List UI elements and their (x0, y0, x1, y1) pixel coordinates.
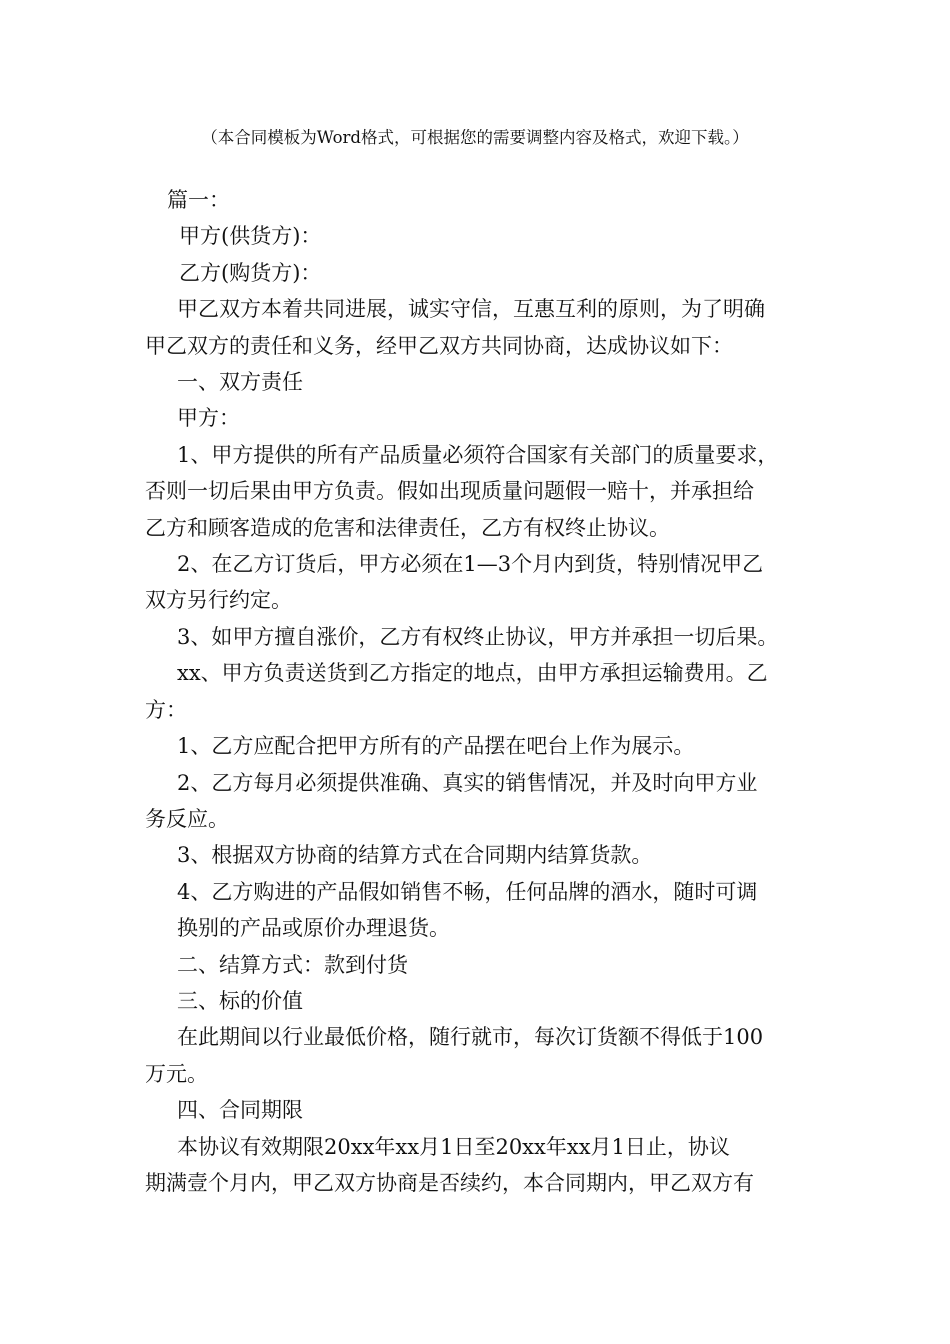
paragraph-line: 在此期间以行业最低价格，随行就市，每次订货额不得低于100 (177, 1025, 764, 1050)
clause-heading: 四、合同期限 (177, 1098, 303, 1123)
paragraph-line: 甲方： (177, 406, 240, 431)
paragraph-line: 1、甲方提供的所有产品质量必须符合国家有关部门的质量要求， (177, 442, 779, 467)
paragraph-line: 期满壹个月内，甲乙双方协商是否续约，本合同期内，甲乙双方有 (145, 1170, 754, 1195)
clause-heading: 三、标的价值 (177, 988, 303, 1013)
paragraph-line: 本协议有效期限20xx年xx月1日至20xx年xx月1日止，协议 (177, 1134, 730, 1159)
paragraph-line: 甲乙双方的责任和义务，经甲乙双方共同协商，达成协议如下： (145, 333, 733, 358)
paragraph-line: 方： (145, 697, 187, 722)
paragraph-line: 务反应。 (145, 806, 229, 831)
paragraph-line: 乙方和顾客造成的危害和法律责任，乙方有权终止协议。 (145, 515, 670, 540)
paragraph-line: 2、乙方每月必须提供准确、真实的销售情况，并及时向甲方业 (177, 770, 758, 795)
paragraph-line: 换别的产品或原价办理退货。 (177, 916, 450, 941)
paragraph-line: xx、甲方负责送货到乙方指定的地点，由甲方承担运输费用。乙 (177, 661, 768, 686)
paragraph-line: 1、乙方应配合把甲方所有的产品摆在吧台上作为展示。 (177, 734, 695, 759)
template-notice: （本合同模板为Word格式，可根据您的需要调整内容及格式，欢迎下载。） (201, 128, 749, 147)
paragraph-line: 2、在乙方订货后，甲方必须在1—3个月内到货，特别情况甲乙 (177, 552, 764, 577)
party-a-label: 甲方(供货方)： (179, 224, 322, 249)
clause-heading: 二、结算方式：款到付货 (177, 952, 408, 977)
paragraph-line: 万元。 (145, 1061, 208, 1086)
paragraph-line: 否则一切后果由甲方负责。假如出现质量问题假一赔十，并承担给 (145, 479, 754, 504)
paragraph-line: 甲乙双方本着共同进展，诚实守信，互惠互利的原则，为了明确 (177, 297, 765, 322)
contract-body (145, 182, 810, 1201)
paragraph-line: 3、根据双方协商的结算方式在合同期内结算货款。 (177, 843, 653, 868)
party-b-label: 乙方(购货方)： (179, 260, 322, 285)
paragraph-line: 双方另行约定。 (145, 588, 292, 613)
paragraph-line: 4、乙方购进的产品假如销售不畅，任何品牌的酒水，随时可调 (177, 879, 758, 904)
section-heading: 篇一： (167, 188, 230, 212)
clause-heading: 一、双方责任 (177, 370, 303, 395)
paragraph-line: 3、如甲方擅自涨价，乙方有权终止协议，甲方并承担一切后果。 (177, 624, 779, 649)
